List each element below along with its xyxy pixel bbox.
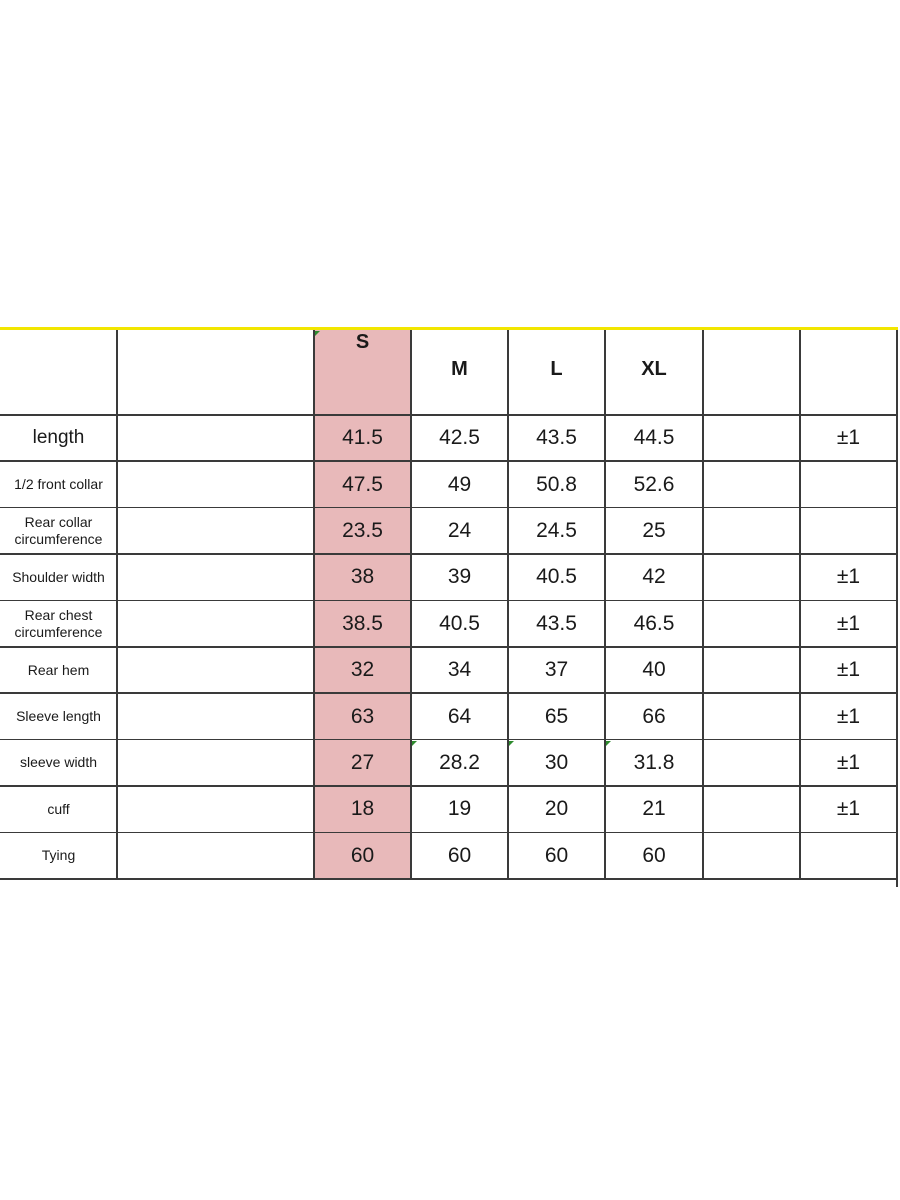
cell-note-marker — [606, 741, 611, 746]
measurement-value: 25 — [642, 518, 666, 542]
measurement-value: 31.8 — [633, 750, 675, 774]
measurement-label: cuff — [47, 800, 70, 817]
tolerance-value: ±1 — [836, 611, 861, 635]
size-header-l: L — [550, 358, 563, 380]
measurement-value: 20 — [544, 797, 569, 821]
measurement-value: 52.6 — [633, 472, 675, 496]
measurement-value: 42.5 — [439, 426, 480, 450]
measurement-value: 40.5 — [536, 565, 577, 589]
measurement-value: 37 — [544, 658, 569, 682]
measurement-value: 24.5 — [536, 518, 577, 542]
measurement-label: Rear hem — [27, 661, 90, 678]
measurement-label: 1/2 front collar — [14, 476, 103, 493]
measurement-value: 30 — [544, 750, 569, 774]
tolerance-value: ±1 — [836, 565, 861, 589]
tolerance-value: ±1 — [836, 797, 861, 821]
measurement-label: Sleeve length — [16, 708, 101, 725]
measurement-value: 38 — [350, 565, 375, 589]
measurement-value: 23.5 — [342, 518, 383, 542]
measurement-value: 43.5 — [536, 426, 577, 450]
measurement-label: Shoulder width — [12, 568, 105, 585]
measurement-value: 47.5 — [342, 472, 383, 496]
cell-note-marker — [315, 331, 320, 336]
measurement-value: 60 — [642, 843, 666, 867]
measurement-label: Rear chest circumference — [14, 606, 103, 640]
measurement-value: 60 — [544, 843, 569, 867]
tolerance-value: ±1 — [836, 704, 861, 728]
tolerance-value: ±1 — [836, 426, 861, 450]
measurement-label: Rear collar circumference — [14, 513, 103, 547]
measurement-value: 63 — [350, 704, 375, 728]
measurement-label: length — [32, 427, 85, 449]
measurement-value: 60 — [447, 843, 472, 867]
cell-note-marker — [509, 741, 514, 746]
measurement-value: 19 — [447, 797, 472, 821]
measurement-value: 40 — [642, 658, 666, 682]
measurement-value: 65 — [544, 704, 569, 728]
measurement-value: 38.5 — [342, 611, 383, 635]
measurement-value: 40.5 — [439, 611, 480, 635]
measurement-label: sleeve width — [19, 754, 98, 771]
measurement-value: 50.8 — [536, 472, 577, 496]
measurement-value: 60 — [350, 843, 375, 867]
size-header-xl: XL — [641, 358, 667, 380]
tolerance-value: ±1 — [836, 750, 861, 774]
size-header-s: S — [355, 331, 370, 353]
measurement-value: 27 — [350, 750, 375, 774]
measurement-value: 66 — [642, 704, 666, 728]
measurement-value: 49 — [447, 472, 472, 496]
measurement-value: 44.5 — [633, 426, 675, 450]
measurement-value: 18 — [350, 797, 375, 821]
measurement-value: 34 — [447, 658, 472, 682]
measurement-value: 24 — [447, 518, 472, 542]
tolerance-value: ±1 — [836, 658, 861, 682]
measurement-value: 42 — [642, 565, 666, 589]
measurement-value: 46.5 — [633, 611, 675, 635]
measurement-value: 21 — [642, 797, 666, 821]
measurement-value: 43.5 — [536, 611, 577, 635]
measurement-value: 64 — [447, 704, 472, 728]
size-header-m: M — [451, 358, 468, 380]
cell-note-marker — [412, 741, 417, 746]
measurement-value: 32 — [350, 658, 375, 682]
measurement-label: Tying — [41, 847, 76, 864]
measurement-value: 28.2 — [439, 750, 480, 774]
measurement-value: 41.5 — [342, 426, 383, 450]
measurement-value: 39 — [447, 565, 472, 589]
